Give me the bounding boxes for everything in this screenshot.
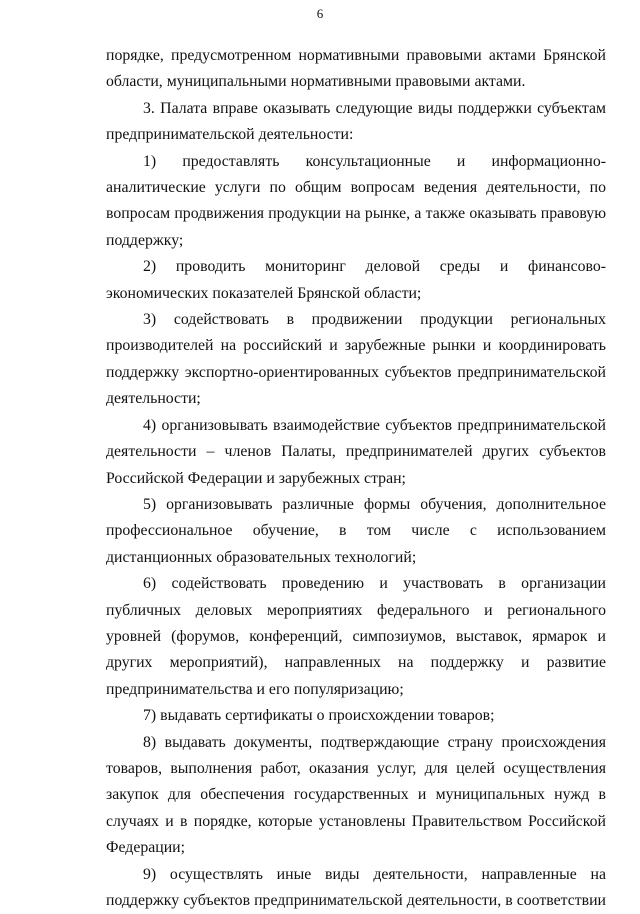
list-item-2: 2) проводить мониторинг деловой среды и финансово-экономических показателей Брянской области; (106, 258, 606, 302)
list-item-8: 8) выдавать документы, подтверждающие страну происхождения товаров, выполнения работ, оказания услуг, для целей осуществления закупок для обеспечения государственных и муниципальных нужд в случаях и в порядке, которые установлены Правительством Российской Федерации; (106, 733, 606, 857)
list-item-9: 9) осуществлять иные виды деятельности, направленные на поддержку субъектов предпринимательской деятельности, в соответствии (106, 865, 606, 909)
list-item-6: 6) содействовать проведению и участвовать в организации публичных деловых мероприятиях федерального и регионального уровней (форумов, конференций, симпозиумов, выставок, ярмарок и других мероприятий), направленных на поддержку и развитие предпринимательства и его популяризацию; (106, 575, 606, 698)
page-number: 6 (316, 6, 324, 21)
paragraph-continuation: порядке, предусмотренном нормативными правовыми актами Брянской области, муниципальными нормативными правовыми актами. (106, 47, 606, 91)
list-item-3: 3) содействовать в продвижении продукции региональных производителей на российский и зарубежные рынки и координировать поддержку экспортно-ориентированных субъектов предпринимательской деятельности; (106, 311, 606, 408)
list-item-5: 5) организовывать различные формы обучения, дополнительное профессиональное обучение, в том числе с использованием дистанционных образовательных технологий; (106, 495, 606, 566)
list-item-7: 7) выдавать сертификаты о происхождении товаров; (143, 707, 495, 725)
document-body (106, 43, 606, 914)
list-item-1: 1) предоставлять консультационные и информационно-аналитические услуги по общим вопросам ведения деятельности, по вопросам продвижения продукции на рынке, а также оказывать правовую поддержку; (106, 152, 606, 249)
paragraph-clause-3: 3. Палата вправе оказывать следующие виды поддержки субъектам предпринимательской деятельности: (106, 99, 606, 144)
list-item-4: 4) организовывать взаимодействие субъектов предпринимательской деятельности – членов Палаты, предпринимателей других субъектов Российской Федерации и зарубежных стран; (106, 416, 606, 487)
